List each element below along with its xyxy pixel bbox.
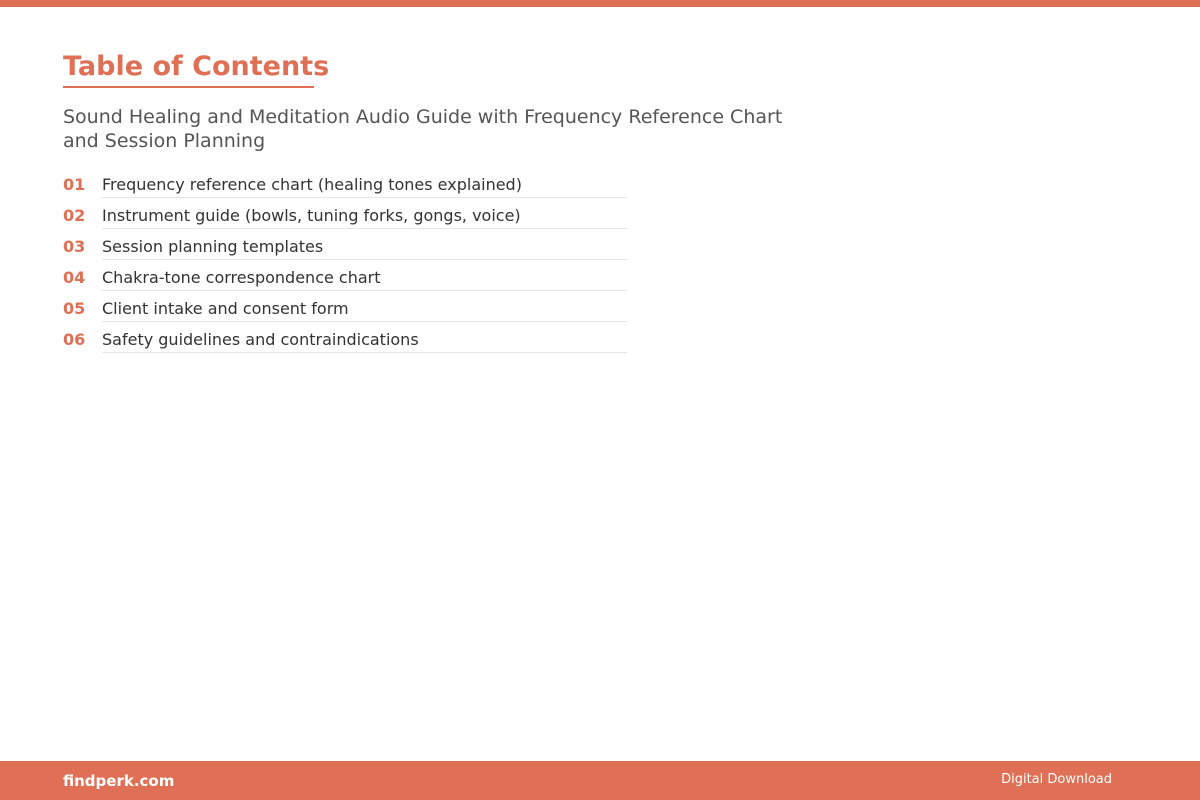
footer-tagline: Digital Download — [1001, 772, 1112, 787]
toc-number: 04 — [63, 268, 86, 287]
toc-label: Session planning templates — [102, 237, 324, 256]
footer-brand-link[interactable]: findperk.com — [63, 772, 175, 790]
toc-number: 01 — [63, 175, 86, 194]
toc-label: Safety guidelines and contraindications — [102, 330, 419, 349]
toc-item-05[interactable] — [63, 295, 627, 326]
toc-item-02[interactable] — [63, 202, 627, 233]
toc-item-04[interactable] — [63, 264, 627, 295]
toc-number: 05 — [63, 299, 86, 318]
document-subtitle: Sound Healing and Meditation Audio Guide with Frequency Reference Chart and Session Planning — [63, 106, 783, 152]
toc-label: Client intake and consent form — [102, 299, 349, 318]
toc-label: Instrument guide (bowls, tuning forks, gongs, voice) — [102, 206, 521, 225]
toc-item-06[interactable] — [63, 326, 627, 357]
toc-item-01[interactable] — [63, 171, 627, 202]
toc-divider — [102, 321, 627, 322]
title-underline — [63, 86, 314, 88]
toc-number: 06 — [63, 330, 86, 349]
table-of-contents-list — [63, 171, 627, 357]
toc-item-03[interactable] — [63, 233, 627, 264]
toc-label: Frequency reference chart (healing tones explained) — [102, 175, 522, 194]
page-title: Table of Contents — [63, 51, 330, 82]
footer-bar — [0, 761, 1200, 800]
toc-divider — [102, 352, 627, 353]
toc-divider — [102, 228, 627, 229]
toc-number: 03 — [63, 237, 86, 256]
toc-divider — [102, 290, 627, 291]
top-accent-bar — [0, 0, 1200, 7]
toc-label: Chakra-tone correspondence chart — [102, 268, 381, 287]
toc-divider — [102, 197, 627, 198]
toc-divider — [102, 259, 627, 260]
toc-number: 02 — [63, 206, 86, 225]
